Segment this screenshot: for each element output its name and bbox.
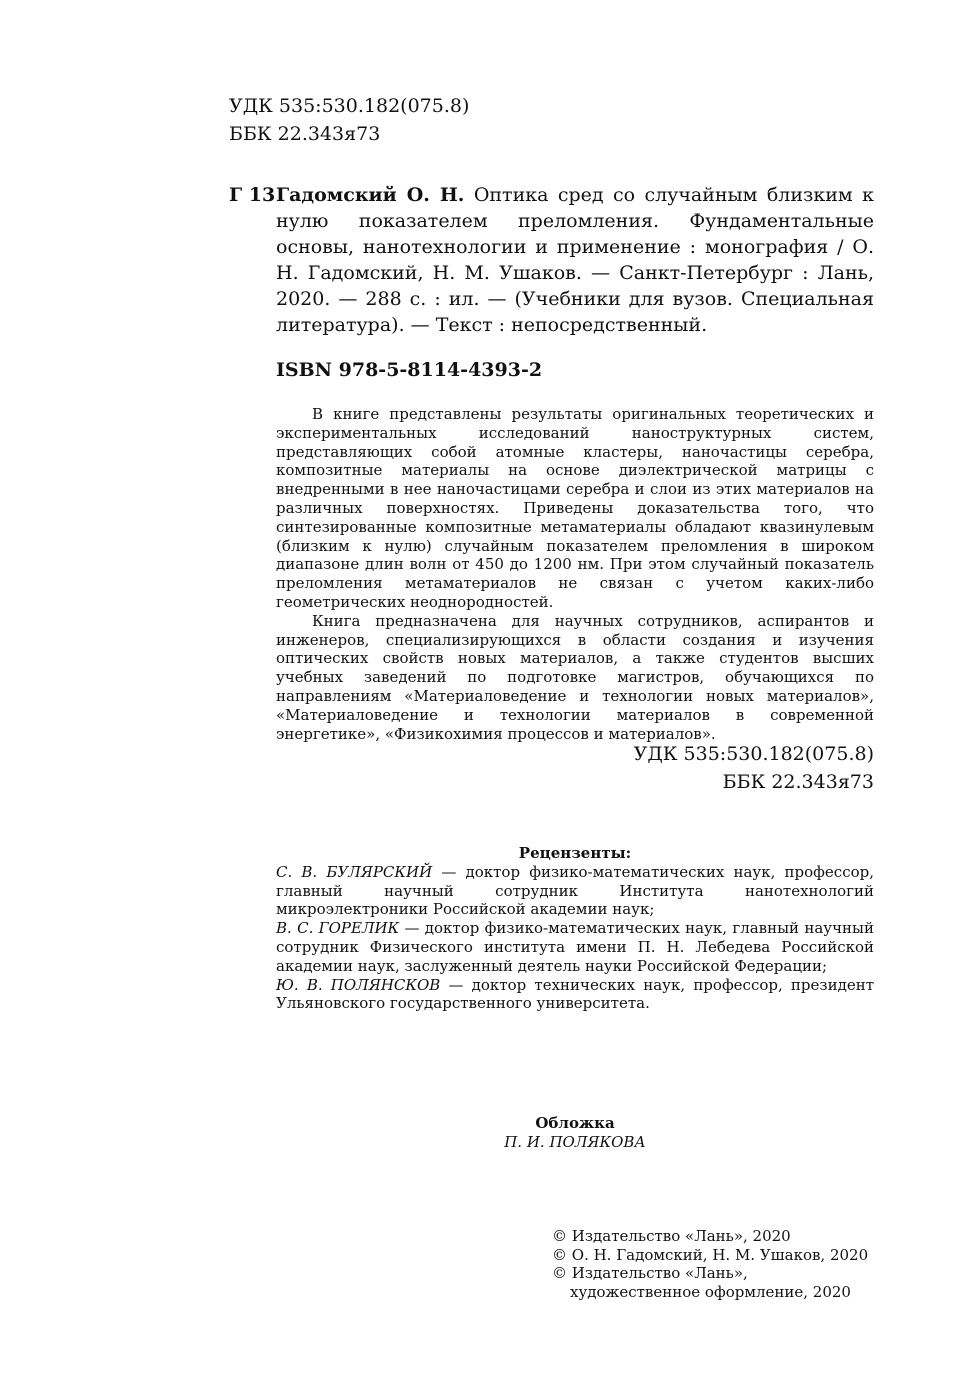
- reviewer-item: [276, 919, 874, 975]
- bbk-code-right: ББК 22.343я73: [722, 771, 874, 793]
- reviewer-item: [276, 863, 874, 919]
- entry-text: Оптика сред со случайным близким к нулю показателем преломления. Фундаментальные основы, нанотехнологии и применение : монография / О. Н. Гадомский, Н. М. Ушаков. — Санкт-Петербург : Лань, 2020. — 288 с. : ил. — (Учебники для вузов. Специальная литература). — Текст : непосредственный.: [276, 184, 874, 336]
- cover-title: Обложка: [535, 1114, 615, 1132]
- bibliographic-entry: [276, 182, 874, 338]
- copyright-line: © Издательство «Лань»,: [552, 1264, 748, 1282]
- author-mark: Г 13: [229, 184, 276, 206]
- copyright-block: [552, 1227, 868, 1301]
- reviewer-desc: — доктор физико-математических наук, главный научный сотрудник Физического института имени П. Н. Лебедева Российской академии наук, заслуженный деятель науки Российской Федерации;: [276, 919, 874, 975]
- copyright-line: художественное оформление, 2020: [570, 1282, 851, 1301]
- reviewer-desc: — доктор технических наук, профессор, президент Ульяновского государственного университета.: [276, 975, 874, 1013]
- reviewer-name: Ю. В. ПОЛЯНСКОВ: [276, 975, 441, 994]
- top-classification: [229, 92, 469, 148]
- reviewers-block: [276, 844, 874, 1013]
- copyright-line: © О. Н. Гадомский, Н. М. Ушаков, 2020: [552, 1245, 869, 1264]
- cover-credit: [276, 1114, 874, 1152]
- abstract: [276, 405, 874, 743]
- copyright-line: © Издательство «Лань», 2020: [552, 1227, 791, 1245]
- abstract-paragraph-2: Книга предназначена для научных сотрудников, аспирантов и инженеров, специализирующихся в области создания и изучения оптических свойств новых материалов, а также студентов высших учебных заведений по подготовке магистров, обучающихся по направлениям «Материаловедение и технологии новых материалов», «Материаловедение и технологии материалов в современной энергетике», «Физикохимия процессов и материалов».: [276, 611, 874, 743]
- isbn: ISBN 978-5-8114-4393-2: [276, 359, 543, 381]
- reviewer-item: [276, 976, 874, 1014]
- cover-designer: П. И. ПОЛЯКОВА: [504, 1133, 646, 1151]
- reviewers-title: Рецензенты:: [518, 844, 632, 862]
- reviewer-desc: — доктор физико-математических наук, профессор, главный научный сотрудник Института нанотехнологий микроэлектроники Российской академии наук;: [276, 862, 874, 919]
- udk-code-right: УДК 535:530.182(075.8): [633, 743, 874, 765]
- abstract-paragraph-1: В книге представлены результаты оригинальных теоретических и экспериментальных исследований наноструктурных систем, представляющих собой атомные кластеры, наночастицы серебра, композитные материалы на основе диэлектрической матрицы с внедренными в нее наночастицами серебра и слои из этих материалов на различных поверхностях. Приведены доказательства того, что синтезированные композитные метаматериалы обладают квазинулевым (близким к нулю) случайным показателем преломления в широком диапазоне длин волн от 450 до 1200 нм. При этом случайный показатель преломления метаматериалов не связан с учетом каких-либо геометрических неоднородностей.: [276, 405, 874, 611]
- entry-author: Гадомский О. Н.: [276, 184, 465, 206]
- udk-code: УДК 535:530.182(075.8): [229, 95, 470, 117]
- reviewer-name: В. С. ГОРЕЛИК: [276, 919, 400, 938]
- bbk-code: ББК 22.343я73: [229, 123, 381, 145]
- reviewer-name: С. В. БУЛЯРСКИЙ: [276, 862, 433, 881]
- classification-block: [560, 740, 874, 796]
